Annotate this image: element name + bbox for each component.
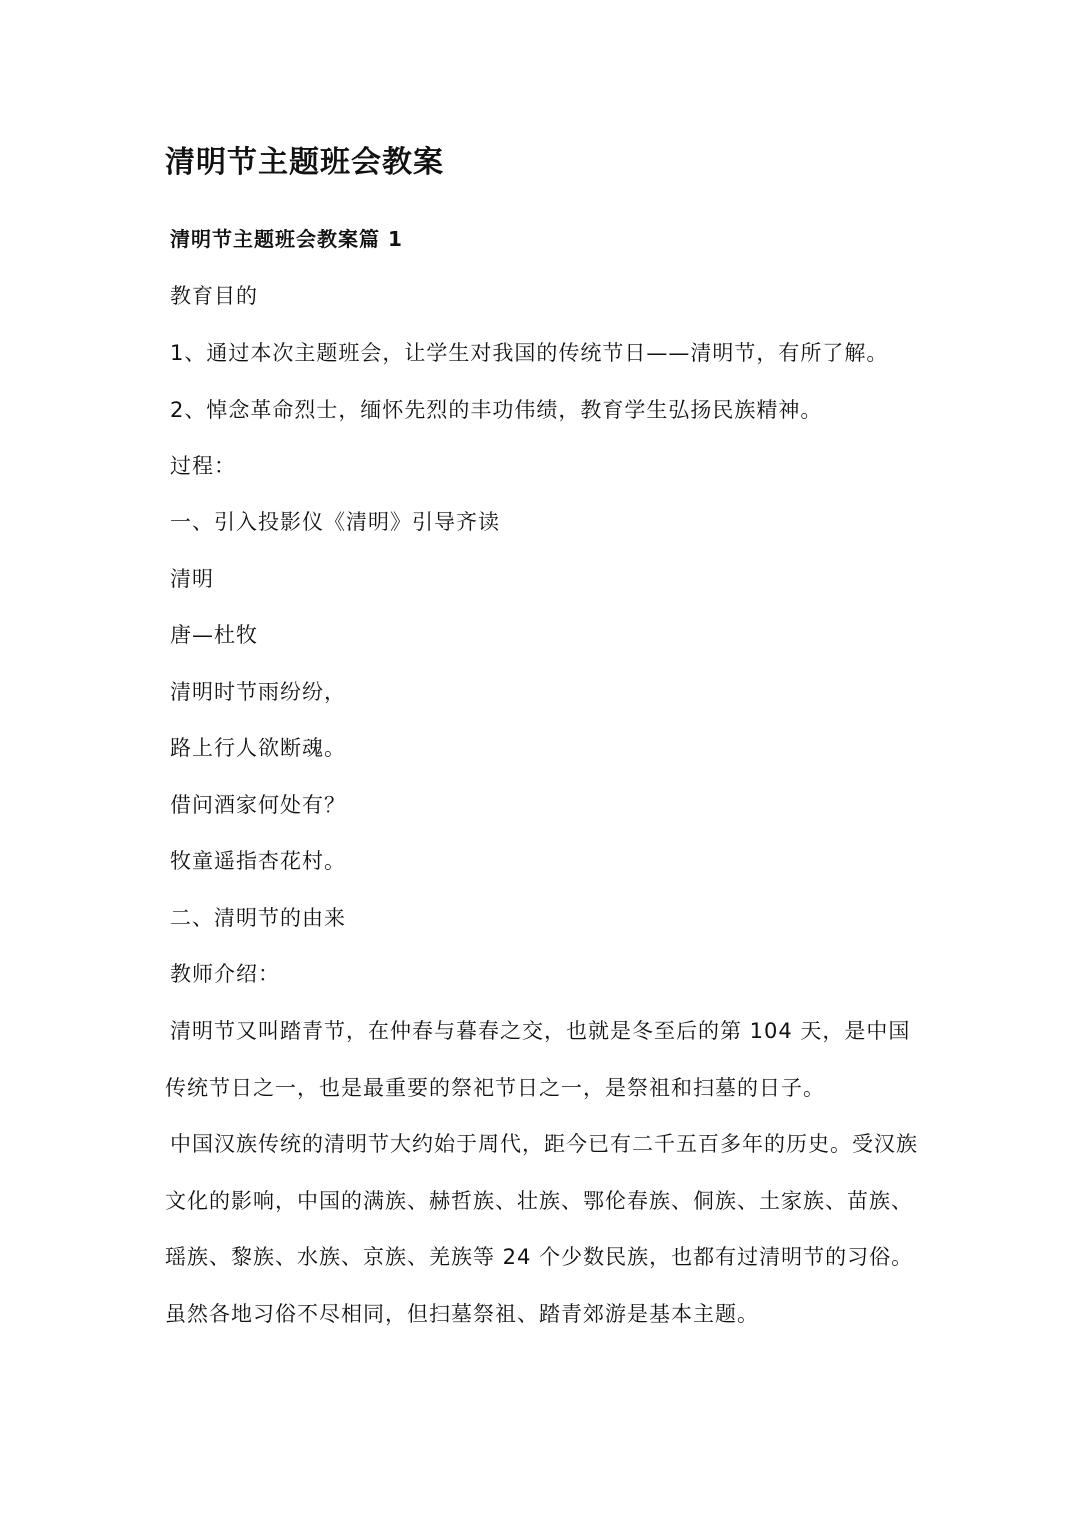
text-line: 清明 — [170, 567, 214, 591]
paragraph-line: 中国汉族传统的清明节大约始于周代，距今已有二千五百多年的历史。受汉族 — [170, 1132, 918, 1156]
text-line: 唐—杜牧 — [170, 623, 258, 647]
text-line: 教育目的 — [170, 284, 258, 308]
paragraph-line: 瑶族、黎族、水族、京族、羌族等 24 个少数民族，也都有过清明节的习俗。 — [165, 1245, 914, 1269]
text-line: 1、通过本次主题班会，让学生对我国的传统节日——清明节，有所了解。 — [170, 341, 889, 365]
text-line: 过程： — [170, 454, 236, 478]
text-line: 2、悼念革命烈士，缅怀先烈的丰功伟绩，教育学生弘扬民族精神。 — [170, 398, 823, 422]
paragraph-line: 虽然各地习俗不尽相同，但扫墓祭祖、踏青郊游是基本主题。 — [165, 1302, 759, 1326]
text-line: 二、清明节的由来 — [170, 906, 346, 930]
text-line: 清明时节雨纷纷， — [170, 680, 346, 704]
text-line: 一、引入投影仪《清明》引导齐读 — [170, 510, 500, 534]
paragraph-line: 清明节又叫踏青节，在仲春与暮春之交，也就是冬至后的第 104 天，是中国 — [170, 1019, 911, 1043]
text-line: 借问酒家何处有？ — [170, 793, 346, 817]
text-line: 路上行人欲断魂。 — [170, 736, 346, 760]
text-line: 牧童遥指杏花村。 — [170, 849, 346, 873]
document-title: 清明节主题班会教案 — [165, 145, 444, 180]
paragraph-line: 传统节日之一，也是最重要的祭祀节日之一，是祭祖和扫墓的日子。 — [165, 1076, 825, 1100]
section-heading: 清明节主题班会教案篇 1 — [170, 227, 403, 251]
paragraph-line: 文化的影响，中国的满族、赫哲族、壮族、鄂伦春族、侗族、土家族、苗族、 — [165, 1189, 913, 1213]
text-line: 教师介绍： — [170, 962, 280, 986]
